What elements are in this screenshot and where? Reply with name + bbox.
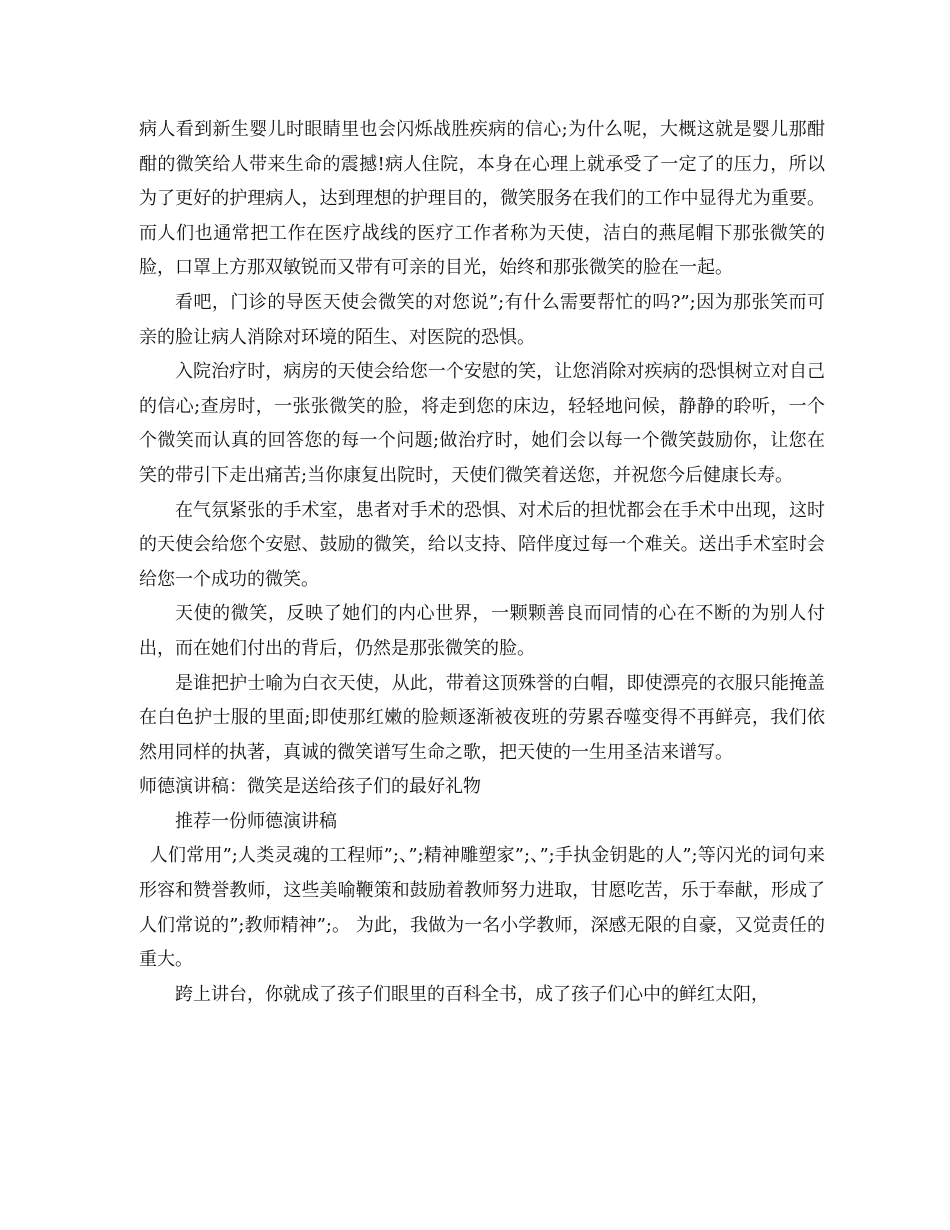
paragraph-operating-room: 在气氛紧张的手术室，患者对手术的恐惧、对术后的担忧都会在手术中出现，这时的天使会给您个安慰、鼓励的微笑，给以支持、陪伴度过每一个难关。送出手术室时会给您一个成功的微笑。 xyxy=(139,499,825,590)
section-subheading: 推荐一份师德演讲稿 xyxy=(175,810,337,832)
paragraph-ward-care: 入院治疗时，病房的天使会给您一个安慰的笑，让您消除对疾病的恐惧树立对自己的信心;查房时，一张张微笑的脸，将走到您的床边，轻轻地问候，静静的聆听，一个个微笑而认真的回答您的每一个问题;做治疗时，她们会以每一个微笑鼓励你，让您在笑的带引下走出痛苦;当你康复出院时，天使们微笑着送您，并祝您今后健康长寿。 xyxy=(139,361,825,486)
paragraph-inner-world: 天使的微笑，反映了她们的内心世界，一颗颗善良而同情的心在不断的为别人付出，而在她们付出的背后，仍然是那张微笑的脸。 xyxy=(139,603,825,659)
paragraph-smile-service: 病人看到新生婴儿时眼睛里也会闪烁战胜疾病的信心;为什么呢，大概这就是婴儿那酣酣的微笑给人带来生命的震撼!病人住院，本身在心理上就承受了一定了的压力，所以为了更好的护理病人，达到理想的护理目的，微笑服务在我们的工作中显得尤为重要。而人们也通常把工作在医疗战线的医疗工作者称为天使，洁白的燕尾帽下那张微笑的脸，口罩上方那双敏锐而又带有可亲的目光，始终和那张微笑的脸在一起。 xyxy=(139,119,825,279)
paragraph-clinic-guide: 看吧，门诊的导医天使会微笑的对您说”;有什么需要帮忙的吗?”;因为那张笑而可亲的脸让病人消除对环境的陌生、对医院的恐惧。 xyxy=(139,291,825,348)
paragraph-teacher-praise: 人们常用”;人类灵魂的工程师”;、”;精神雕塑家”;、”;手执金钥匙的人”;等闪光的词句来形容和赞誉教师，这些美喻鞭策和鼓励着教师努力进取，甘愿吃苦，乐于奉献，形成了人们常说的”;教师精神”;。 为此，我做为一名小学教师，深感无限的自豪，又觉责任的重大。 xyxy=(139,845,825,971)
paragraph-white-angel: 是谁把护士喻为白衣天使，从此，带着这顶殊誉的白帽，即使漂亮的衣服只能掩盖在白色护士服的里面;即使那红嫩的脸颊逐渐被夜班的劳累吞噬变得不再鲜亮，我们依然用同样的执著，真诚的微笑谱写生命之歌，把天使的一生用圣洁来谱写。 xyxy=(139,672,825,763)
section-heading: 师德演讲稿：微笑是送给孩子们的最好礼物 xyxy=(139,776,481,798)
paragraph-podium: 跨上讲台，你就成了孩子们眼里的百科全书，成了孩子们心中的鲜红太阳， xyxy=(175,983,769,1005)
